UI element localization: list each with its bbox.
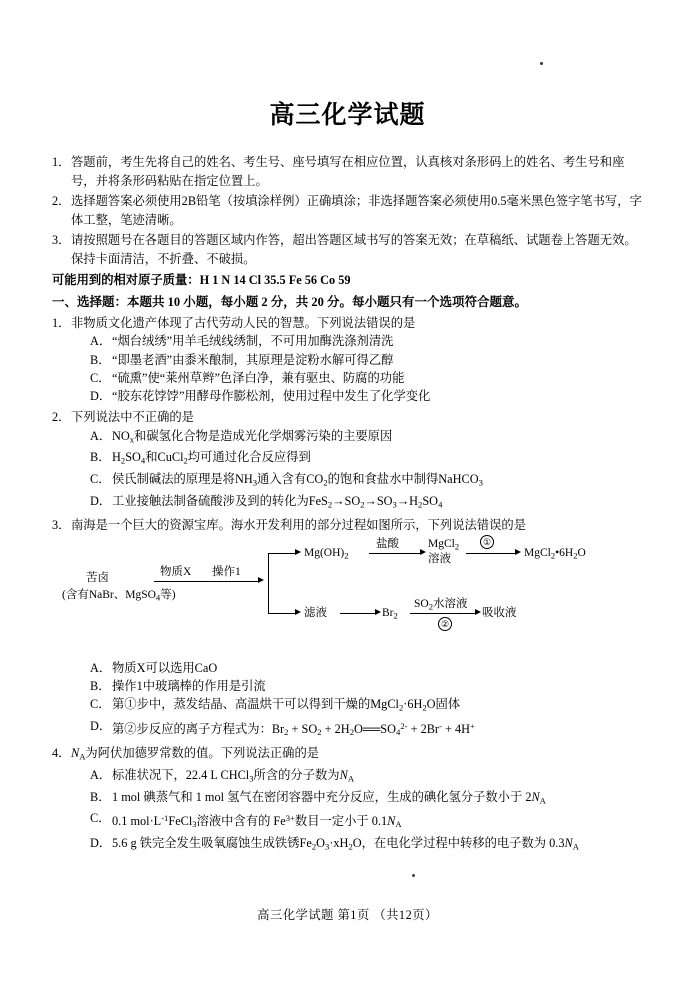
diagram-label-xishouye: 吸收液	[482, 606, 517, 619]
option-label: B．	[90, 450, 111, 465]
diagram-label-kulu: 苦卤	[86, 571, 109, 584]
question-stem: $N_A$为阿伏加德罗常数的值。下列说法正确的是	[71, 746, 320, 762]
option-text: 5.6 g 铁完全发生吸氧腐蚀生成铁锈$Fe_2O_3\cdot xH_2O$，在电化学过程中转移的电子数为 $0.3N_A$	[112, 835, 579, 852]
question-1	[52, 314, 643, 405]
question-number: 4．	[52, 746, 71, 761]
option-text: 标准状况下，22.4 L CHCl$_3$所含的分子数为$N_A$	[112, 768, 355, 784]
question-stem: 下列说法中不正确的是	[71, 410, 194, 425]
option-label: A．	[90, 768, 112, 782]
option-text: 第②步反应的离子方程式为：$Br_2 + SO_2$ + $2H_2O══SO_4^{2-} + 2Br^- + 4H^+$	[112, 720, 475, 738]
option-label: C．	[90, 697, 111, 712]
diagram-label-mgcl2-solution-2: 溶液	[428, 552, 451, 565]
option-b	[90, 788, 643, 810]
diagram-arrow-head-hcl	[420, 549, 426, 555]
instruction-item	[52, 192, 643, 229]
option-text: 第①步中，蒸发结晶、高温烘干可以得到干燥的$MgCl_2\cdot 6H_2O$固体	[112, 697, 461, 713]
diagram-arrow-head-lvye	[375, 609, 381, 615]
option-label: B．	[90, 352, 111, 367]
diagram-arrow-head-step1	[515, 549, 521, 555]
instruction-number: 2．	[52, 194, 71, 208]
option-b	[90, 351, 643, 369]
option-a	[90, 427, 643, 449]
question-number: 2．	[52, 410, 71, 425]
option-d	[90, 834, 643, 856]
diagram-arrow-line-step1	[466, 553, 516, 554]
page-title: 高三化学试题	[269, 102, 426, 129]
option-b	[90, 448, 643, 470]
option-c	[90, 695, 643, 717]
diagram-label-caozuo1: 操作1	[212, 565, 241, 578]
page-footer: 高三化学试题 第1页 （共12页）	[257, 908, 438, 922]
section-heading: 一、选择题：本题共 10 小题，每小题 2 分，共 20 分。每小题只有一个选项符合题意。	[52, 295, 528, 309]
option-text: 物质X可以选用CaO	[112, 660, 218, 675]
option-label: D．	[90, 389, 112, 404]
option-text: 工业接触法制备硫酸涉及到的转化为$FeS_2\to SO_2\to SO_3\to H_2SO_4$	[112, 493, 443, 510]
option-text: 侯氏制碱法的原理是将$NH_3$通入含有$CO_2$的饱和食盐水中制得NaHCO$_3$	[112, 472, 483, 488]
option-label: B．	[90, 789, 111, 804]
diagram-label-mgcl2-6h2o: $MgCl_2•6H_2O$	[524, 546, 586, 561]
option-text: “即墨老酒”由黍米酿制，其原理是淀粉水解可得乙醇	[112, 352, 394, 367]
option-text: $H_2SO_4$和CuCl$_2$均可通过化合反应得到	[112, 450, 311, 466]
question-stem: 南海是一个巨大的资源宝库。海水开发利用的部分过程如图所示，下列说法错误的是	[71, 518, 526, 533]
diagram-label-step1: ①	[480, 533, 494, 551]
option-a	[90, 659, 643, 677]
option-label: A．	[90, 334, 112, 349]
option-label: C．	[90, 370, 111, 385]
instruction-number: 3．	[52, 233, 71, 247]
instruction-number: 1．	[52, 155, 71, 169]
option-text: $NO_x$和碳氢化合物是造成光化学烟雾污染的主要原因	[112, 428, 393, 444]
diagram-branch-down	[268, 613, 296, 614]
diagram-arrow-head-down	[295, 609, 301, 615]
diagram-arrow-head-1	[258, 577, 264, 583]
option-label: A．	[90, 428, 112, 443]
diagram-branch-up	[268, 553, 296, 554]
question-3	[52, 516, 643, 741]
diagram-arrow-head-up	[295, 549, 301, 555]
option-label: D．	[90, 835, 112, 850]
seawater-process-diagram	[62, 536, 643, 659]
diagram-label-kulu-sub: (含有NaBr、MgSO$_4$等)	[62, 588, 176, 603]
question-2	[52, 408, 643, 513]
option-c	[90, 470, 643, 492]
option-b	[90, 677, 643, 695]
option-d	[90, 492, 643, 514]
option-c	[90, 809, 643, 833]
diagram-arrow-head-so2	[475, 609, 481, 615]
decorative-dot-bottom	[412, 874, 415, 877]
diagram-label-so2-solution: $SO_2$水溶液	[414, 597, 468, 612]
instruction-text: 答题前，考生先将自己的姓名、考生号、座号填写在相应位置，认真核对条形码上的姓名、考生号和座号，并将条形码粘贴在指定位置上。	[71, 155, 625, 188]
diagram-label-br2: $Br_2$	[382, 606, 398, 621]
diagram-label-mgcl2-solution: MgCl$_2$	[428, 537, 460, 552]
instruction-text: 请按照题号在各题目的答题区域内作答，超出答题区域书写的答案无效；在草稿纸、试题卷上答题无效。保持卡面清洁，不折叠、不破损。	[71, 233, 637, 266]
question-4	[52, 744, 643, 855]
option-label: D．	[90, 718, 112, 733]
option-text: “烟台绒绣”用羊毛绒线绣制，不可用加酶洗涤剂清洗	[112, 334, 394, 349]
option-d	[90, 717, 643, 741]
option-text: 0.1 $mol\cdot L^{-1}FeCl_3$溶液中含有的 $Fe^{3+}$数目一定小于 $0.1N_A$	[112, 813, 402, 830]
diagram-arrow-line-lvye	[340, 613, 376, 614]
question-stem: 非物质文化遗产体现了古代劳动人民的智慧。下列说法错误的是	[71, 316, 416, 330]
diagram-label-wuzhix: 物质X	[160, 565, 192, 578]
diagram-label-step2: ②	[438, 615, 452, 633]
question-number: 1．	[52, 316, 71, 330]
option-label: B．	[90, 678, 111, 693]
option-label: D．	[90, 493, 112, 508]
instruction-text: 选择题答案必须使用2B铅笔（按填涂样例）正确填涂；非选择题答案必须使用0.5毫米黑色签字笔书写，字体工整，笔迹清晰。	[71, 194, 642, 227]
option-a	[90, 766, 643, 788]
option-label: A．	[90, 660, 112, 675]
decorative-dot-top	[540, 62, 543, 65]
option-text: 1 mol 碘蒸气和 1 mol 氢气在密闭容器中充分反应，生成的碘化氢分子数小于 $2N_A$	[112, 789, 546, 806]
diagram-split-line	[268, 553, 269, 613]
instructions-list	[52, 153, 643, 268]
option-d	[90, 387, 643, 405]
option-a	[90, 332, 643, 350]
option-text: 操作1中玻璃棒的作用是引流	[112, 678, 266, 693]
instruction-item	[52, 153, 643, 190]
option-text: “胶东花饽饽”用酵母作膨松剂，使用过程中发生了化学变化	[112, 389, 431, 404]
instruction-item	[52, 231, 643, 268]
relative-atomic-mass-line: 可能用到的相对原子质量：H 1 N 14 Cl 35.5 Fe 56 Co 59	[52, 273, 351, 287]
question-number: 3．	[52, 518, 71, 533]
option-c	[90, 369, 643, 387]
diagram-label-mgoh2: $Mg(OH)_2$	[304, 546, 349, 561]
diagram-label-yansuan: 盐酸	[376, 537, 399, 550]
option-label: C．	[90, 472, 111, 486]
option-text: “硫熏”使“莱州草辫”色泽白净，兼有驱虫、防腐的功能	[112, 370, 405, 385]
option-label: C．	[90, 811, 111, 826]
diagram-label-lvye: 滤液	[304, 606, 327, 619]
